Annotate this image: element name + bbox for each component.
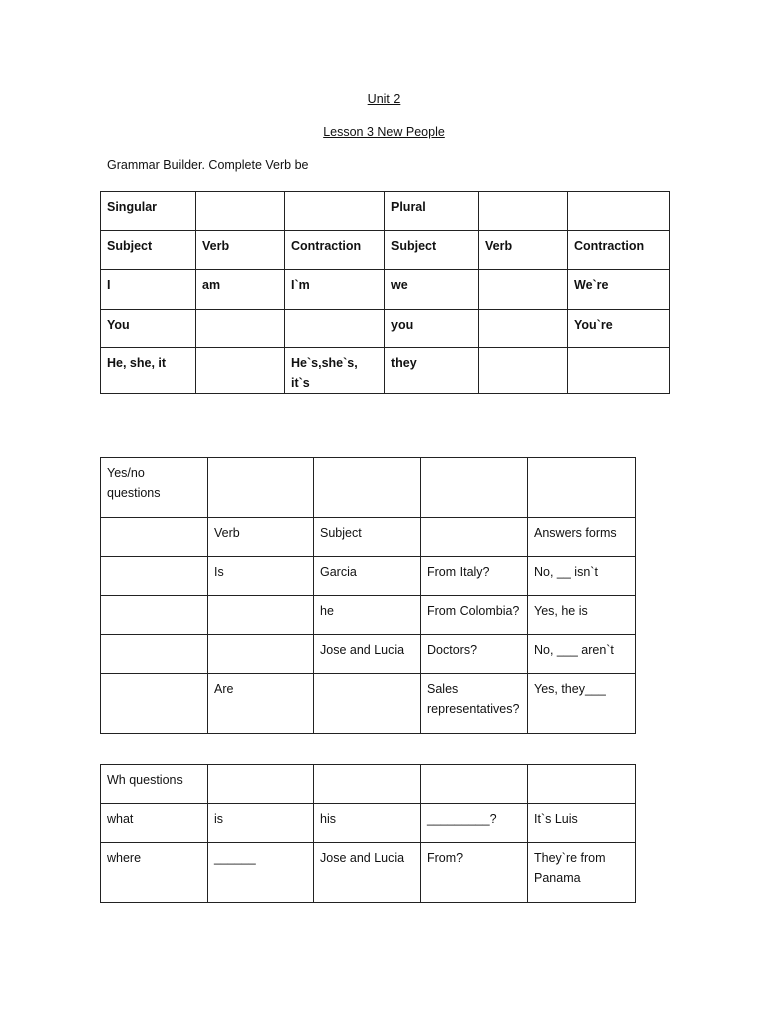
table-cell: They`re from Panama (528, 843, 636, 903)
table-cell (101, 557, 208, 596)
table-cell: I (101, 270, 196, 310)
table-cell (208, 458, 314, 518)
table-cell: Are (208, 674, 314, 734)
table-row (101, 270, 670, 310)
table-cell: Jose and Lucia (314, 635, 421, 674)
table-cell: is (208, 804, 314, 843)
table-cell (208, 765, 314, 804)
table-row (101, 192, 670, 231)
table-row (101, 843, 636, 903)
table-row (101, 557, 636, 596)
table-cell (479, 348, 568, 394)
table-cell: He`s,she`s, it`s (285, 348, 385, 394)
table-row (101, 231, 670, 270)
table-cell: Jose and Lucia (314, 843, 421, 903)
table-cell (528, 765, 636, 804)
table-cell (314, 765, 421, 804)
yes-no-questions-table (100, 457, 636, 734)
table-cell (314, 458, 421, 518)
table-cell: Verb (208, 518, 314, 557)
table-cell (421, 765, 528, 804)
table-cell: Subject (385, 231, 479, 270)
table-cell (285, 192, 385, 231)
table-cell (568, 192, 670, 231)
table-cell (479, 310, 568, 348)
table-cell (568, 348, 670, 394)
lesson-title: Lesson 3 New People (323, 125, 445, 139)
table-cell (101, 674, 208, 734)
table-row (101, 310, 670, 348)
table-row (101, 674, 636, 734)
table-cell (101, 518, 208, 557)
table-cell: Garcia (314, 557, 421, 596)
table-cell: ______ (208, 843, 314, 903)
table-cell (208, 596, 314, 635)
table-cell (285, 310, 385, 348)
table-row (101, 458, 636, 518)
table-cell: Yes, he is (528, 596, 636, 635)
table-cell (479, 270, 568, 310)
table-cell (196, 192, 285, 231)
table-cell: his (314, 804, 421, 843)
table-cell: I`m (285, 270, 385, 310)
table-cell: am (196, 270, 285, 310)
table-cell: Sales representatives? (421, 674, 528, 734)
wh-questions-table (100, 764, 636, 903)
table-cell: Subject (314, 518, 421, 557)
table-cell: You`re (568, 310, 670, 348)
table-cell: Plural (385, 192, 479, 231)
table-cell: He, she, it (101, 348, 196, 394)
table-cell: We`re (568, 270, 670, 310)
verb-be-table (100, 191, 670, 394)
table-cell: _________? (421, 804, 528, 843)
table-cell: Answers forms (528, 518, 636, 557)
table-cell: Contraction (285, 231, 385, 270)
table-cell: No, ___ aren`t (528, 635, 636, 674)
table-row (101, 804, 636, 843)
table-cell (101, 596, 208, 635)
table-row (101, 596, 636, 635)
table-row (101, 635, 636, 674)
table-cell: Doctors? (421, 635, 528, 674)
table-row (101, 765, 636, 804)
table-cell: Singular (101, 192, 196, 231)
table-cell: Is (208, 557, 314, 596)
grammar-builder-instruction: Grammar Builder. Complete Verb be (107, 158, 309, 172)
table-cell (196, 348, 285, 394)
table-cell: where (101, 843, 208, 903)
table-row (101, 348, 670, 394)
table-cell: we (385, 270, 479, 310)
table-cell: Verb (479, 231, 568, 270)
table-cell (196, 310, 285, 348)
table-cell: Yes/no questions (101, 458, 208, 518)
table-cell: It`s Luis (528, 804, 636, 843)
table-cell: From? (421, 843, 528, 903)
table-cell: you (385, 310, 479, 348)
table-cell: what (101, 804, 208, 843)
table-cell: From Italy? (421, 557, 528, 596)
table-cell (479, 192, 568, 231)
table-cell: they (385, 348, 479, 394)
table-cell (421, 518, 528, 557)
table-cell: he (314, 596, 421, 635)
table-cell: No, __ isn`t (528, 557, 636, 596)
table-cell: Verb (196, 231, 285, 270)
table-cell (208, 635, 314, 674)
table-cell: From Colombia? (421, 596, 528, 635)
table-cell: Wh questions (101, 765, 208, 804)
table-cell (421, 458, 528, 518)
table-cell: You (101, 310, 196, 348)
table-row (101, 518, 636, 557)
table-cell (314, 674, 421, 734)
unit-title: Unit 2 (367, 92, 401, 106)
table-cell: Yes, they___ (528, 674, 636, 734)
table-cell: Contraction (568, 231, 670, 270)
table-cell: Subject (101, 231, 196, 270)
table-cell (528, 458, 636, 518)
table-cell (101, 635, 208, 674)
